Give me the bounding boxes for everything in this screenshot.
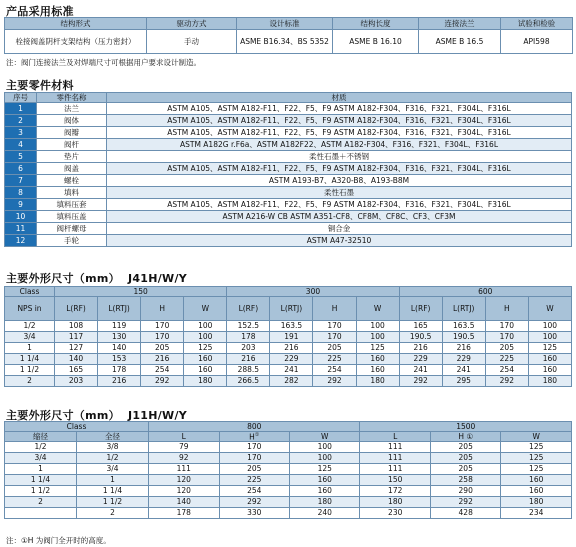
dimension-value: 160 bbox=[356, 365, 399, 376]
dimension-value: 163.5 bbox=[442, 321, 485, 332]
dimensions-note: 注：①H 为阀门全开时的高度。 bbox=[6, 536, 111, 545]
dimension-value: 292 bbox=[141, 376, 184, 387]
dimension-row bbox=[5, 343, 572, 354]
dimension-value: 170 bbox=[219, 442, 289, 453]
dimension-value: 225 bbox=[313, 354, 356, 365]
subheader: L(RTJ) bbox=[98, 297, 141, 321]
nps-size: 2 bbox=[5, 376, 55, 387]
section-title-materials: 主要零件材料 bbox=[6, 79, 74, 92]
material-row bbox=[5, 139, 572, 151]
class-600: 600 bbox=[399, 287, 571, 297]
dimension-value: 100 bbox=[184, 332, 227, 343]
subheader: W bbox=[356, 297, 399, 321]
dimension-value: 170 bbox=[141, 321, 184, 332]
bore-size: 3/4 bbox=[5, 453, 77, 464]
dimension-value: 160 bbox=[289, 486, 359, 497]
dimension-value: 178 bbox=[149, 508, 219, 519]
dimension-value: 178 bbox=[227, 332, 270, 343]
dimension-value: 428 bbox=[430, 508, 500, 519]
dimension-value: 140 bbox=[55, 354, 98, 365]
header-no: 序号 bbox=[5, 93, 37, 103]
dimension-value: 190.5 bbox=[399, 332, 442, 343]
material-part: 阀盖 bbox=[37, 163, 107, 175]
subheader: W bbox=[528, 297, 571, 321]
material-no: 3 bbox=[5, 127, 37, 139]
material-row bbox=[5, 151, 572, 163]
dimension-row bbox=[5, 475, 572, 486]
dimension-value: 292 bbox=[313, 376, 356, 387]
dimension-value: 216 bbox=[227, 354, 270, 365]
material-part: 阀体 bbox=[37, 115, 107, 127]
header-part: 零件名称 bbox=[37, 93, 107, 103]
header-reduced-bore: 缩径 bbox=[5, 432, 77, 442]
subheader: L(RF) bbox=[55, 297, 98, 321]
dimension-value: 117 bbox=[55, 332, 98, 343]
dimension-value: 180 bbox=[289, 497, 359, 508]
subheader: W bbox=[289, 432, 359, 442]
material-row bbox=[5, 163, 572, 175]
dimension-value: 205 bbox=[485, 343, 528, 354]
dimension-value: 203 bbox=[227, 343, 270, 354]
material-spec: ASTM A47-32510 bbox=[107, 235, 572, 247]
dimension-value: 205 bbox=[141, 343, 184, 354]
material-no: 8 bbox=[5, 187, 37, 199]
class-300: 300 bbox=[227, 287, 399, 297]
nps-size: 1/2 bbox=[5, 321, 55, 332]
dimension-value: 258 bbox=[430, 475, 500, 486]
nps-size: 3/4 bbox=[5, 332, 55, 343]
dimension-value: 125 bbox=[501, 464, 572, 475]
bore-size: 3/4 bbox=[77, 464, 149, 475]
material-spec: ASTM A105、ASTM A182-F11、F22、F5、F9 ASTM A182-F304、F316、F321、F304L、F316L bbox=[107, 199, 572, 211]
bore-size: 1/2 bbox=[77, 453, 149, 464]
dimension-value: 241 bbox=[442, 365, 485, 376]
material-spec: ASTM A216-W CB ASTM A351-CF8、CF8M、CF8C、CF3、CF3M bbox=[107, 211, 572, 223]
dimension-value: 170 bbox=[141, 332, 184, 343]
bore-size: 1/2 bbox=[5, 442, 77, 453]
dimension-value: 205 bbox=[430, 464, 500, 475]
header-drive: 驱动方式 bbox=[147, 18, 237, 30]
dimension-value: 229 bbox=[270, 354, 313, 365]
standards-table bbox=[4, 17, 573, 54]
material-part: 填料压套 bbox=[37, 199, 107, 211]
header-full-bore: 全径 bbox=[77, 432, 149, 442]
dimension-value: 225 bbox=[219, 475, 289, 486]
material-no: 1 bbox=[5, 103, 37, 115]
material-part: 法兰 bbox=[37, 103, 107, 115]
dimension-value: 229 bbox=[399, 354, 442, 365]
material-part: 螺栓 bbox=[37, 175, 107, 187]
dimension-value: 125 bbox=[501, 453, 572, 464]
material-row bbox=[5, 223, 572, 235]
dimension-value: 160 bbox=[289, 475, 359, 486]
dimension-value: 160 bbox=[184, 365, 227, 376]
dimension-value: 111 bbox=[360, 442, 430, 453]
dimension-value: 240 bbox=[289, 508, 359, 519]
dimension-value: 229 bbox=[442, 354, 485, 365]
material-no: 9 bbox=[5, 199, 37, 211]
material-part: 垫片 bbox=[37, 151, 107, 163]
material-spec: ASTM A105、ASTM A182-F11、F22、F5、F9 ASTM A182-F304、F316、F321、F304L、F316L bbox=[107, 127, 572, 139]
material-row bbox=[5, 115, 572, 127]
dimension-value: 180 bbox=[360, 497, 430, 508]
dimension-value: 216 bbox=[442, 343, 485, 354]
dimension-value: 125 bbox=[289, 464, 359, 475]
dimension-value: 108 bbox=[55, 321, 98, 332]
dimension-value: 125 bbox=[528, 343, 571, 354]
material-no: 7 bbox=[5, 175, 37, 187]
dimension-value: 165 bbox=[55, 365, 98, 376]
dimension-value: 125 bbox=[501, 442, 572, 453]
dimension-value: 111 bbox=[360, 464, 430, 475]
dimensions-j11-table bbox=[4, 421, 572, 519]
bore-size: 1 bbox=[77, 475, 149, 486]
material-row bbox=[5, 199, 572, 211]
class-label: Class bbox=[5, 287, 55, 297]
dimension-value: 205 bbox=[219, 464, 289, 475]
header-flange: 连接法兰 bbox=[419, 18, 501, 30]
material-row bbox=[5, 175, 572, 187]
bore-size: 3/8 bbox=[77, 442, 149, 453]
dimension-value: 100 bbox=[356, 332, 399, 343]
material-part: 阀杆 bbox=[37, 139, 107, 151]
material-no: 11 bbox=[5, 223, 37, 235]
dimension-value: 170 bbox=[219, 453, 289, 464]
subheader: H bbox=[141, 297, 184, 321]
dimensions-title: 主要外形尺寸（mm） bbox=[6, 409, 120, 422]
header-length: 结构长度 bbox=[333, 18, 419, 30]
dimensions-title: 主要外形尺寸（mm） bbox=[6, 272, 120, 285]
dimension-value: 180 bbox=[528, 376, 571, 387]
dimension-value: 170 bbox=[313, 332, 356, 343]
materials-table bbox=[4, 92, 572, 247]
header-test: 试验和检验 bbox=[501, 18, 573, 30]
material-spec: ASTM A182G r.F6a、ASTM A182F22、ASTM A182-F304、F316、F321、F304L、F316L bbox=[107, 139, 572, 151]
dimension-value: 180 bbox=[356, 376, 399, 387]
cell-structure: 栓接阀盖阴杆支架结构（压力密封） bbox=[5, 30, 147, 54]
dimension-row bbox=[5, 453, 572, 464]
section-title-dimensions-j41 bbox=[6, 270, 187, 286]
dimension-row bbox=[5, 442, 572, 453]
cell-drive: 手动 bbox=[147, 30, 237, 54]
dimension-value: 119 bbox=[98, 321, 141, 332]
bore-size: 1 1/2 bbox=[5, 486, 77, 497]
material-no: 5 bbox=[5, 151, 37, 163]
header-structure: 结构形式 bbox=[5, 18, 147, 30]
material-part: 手轮 bbox=[37, 235, 107, 247]
dimension-value: 172 bbox=[360, 486, 430, 497]
material-row bbox=[5, 103, 572, 115]
bore-size: 2 bbox=[77, 508, 149, 519]
dimension-value: 295 bbox=[442, 376, 485, 387]
model-code: J41H/W/Y bbox=[127, 272, 188, 285]
dimension-value: 152.5 bbox=[227, 321, 270, 332]
material-part: 填料压盖 bbox=[37, 211, 107, 223]
material-spec: ASTM A193-B7、A320-B8、A193-B8M bbox=[107, 175, 572, 187]
subheader: W bbox=[184, 297, 227, 321]
dimension-row bbox=[5, 332, 572, 343]
dimension-value: 254 bbox=[219, 486, 289, 497]
dimension-value: 100 bbox=[289, 453, 359, 464]
standards-note: 注：阀门连接法兰及对焊端尺寸可根据用户要求设计制造。 bbox=[6, 58, 201, 67]
subheader: W bbox=[501, 432, 572, 442]
material-spec: ASTM A105、ASTM A182-F11、F22、F5、F9 ASTM A182-F304、F316、F321、F304L、F316L bbox=[107, 163, 572, 175]
dimension-value: 190.5 bbox=[442, 332, 485, 343]
dimension-value: 92 bbox=[149, 453, 219, 464]
dimension-value: 79 bbox=[149, 442, 219, 453]
material-no: 10 bbox=[5, 211, 37, 223]
dimension-value: 234 bbox=[501, 508, 572, 519]
material-no: 2 bbox=[5, 115, 37, 127]
material-row bbox=[5, 187, 572, 199]
material-part: 阀杆螺母 bbox=[37, 223, 107, 235]
nps-label: NPS in bbox=[5, 297, 55, 321]
dimension-value: 205 bbox=[430, 453, 500, 464]
nps-size: 1 1/4 bbox=[5, 354, 55, 365]
material-part: 填料 bbox=[37, 187, 107, 199]
material-row bbox=[5, 235, 572, 247]
dimension-value: 180 bbox=[501, 497, 572, 508]
dimension-value: 160 bbox=[501, 486, 572, 497]
material-no: 6 bbox=[5, 163, 37, 175]
dimension-value: 254 bbox=[485, 365, 528, 376]
dimension-value: 282 bbox=[270, 376, 313, 387]
dimension-row bbox=[5, 365, 572, 376]
dimension-value: 127 bbox=[55, 343, 98, 354]
bore-size: 1 bbox=[5, 464, 77, 475]
dimension-value: 125 bbox=[184, 343, 227, 354]
dimension-value: 216 bbox=[270, 343, 313, 354]
dimension-row bbox=[5, 486, 572, 497]
material-spec: ASTM A105、ASTM A182-F11、F22、F5、F9 ASTM A182-F304、F316、F321、F304L、F316L bbox=[107, 115, 572, 127]
dimension-value: 165 bbox=[399, 321, 442, 332]
nps-size: 1 bbox=[5, 343, 55, 354]
dimension-value: 160 bbox=[184, 354, 227, 365]
dimension-row bbox=[5, 321, 572, 332]
material-spec: ASTM A105、ASTM A182-F11、F22、F5、F9 ASTM A182-F304、F316、F321、F304L、F316L bbox=[107, 103, 572, 115]
dimension-value: 241 bbox=[270, 365, 313, 376]
dimension-value: 290 bbox=[430, 486, 500, 497]
bore-size bbox=[5, 508, 77, 519]
dimension-value: 288.5 bbox=[227, 365, 270, 376]
dimension-value: 292 bbox=[485, 376, 528, 387]
dimension-value: 241 bbox=[399, 365, 442, 376]
h-mark: ① bbox=[254, 431, 260, 438]
material-spec: 铜合金 bbox=[107, 223, 572, 235]
dimension-value: 254 bbox=[141, 365, 184, 376]
dimension-value: 292 bbox=[399, 376, 442, 387]
cell-test: API598 bbox=[501, 30, 573, 54]
dimension-row bbox=[5, 497, 572, 508]
bore-size: 2 bbox=[5, 497, 77, 508]
dimension-value: 160 bbox=[528, 354, 571, 365]
subheader: L bbox=[149, 432, 219, 442]
dimension-row bbox=[5, 508, 572, 519]
dimension-value: 100 bbox=[289, 442, 359, 453]
cell-design-standard: ASME B16.34、BS 5352 bbox=[237, 30, 333, 54]
dimension-value: 191 bbox=[270, 332, 313, 343]
bore-size: 1 1/4 bbox=[77, 486, 149, 497]
dimension-value: 140 bbox=[98, 343, 141, 354]
header-design-standard: 设计标准 bbox=[237, 18, 333, 30]
dimension-value: 230 bbox=[360, 508, 430, 519]
dimension-value: 153 bbox=[98, 354, 141, 365]
dimension-value: 130 bbox=[98, 332, 141, 343]
dimension-value: 180 bbox=[184, 376, 227, 387]
class-800: 800 bbox=[149, 422, 360, 432]
material-no: 12 bbox=[5, 235, 37, 247]
subheader: L(RF) bbox=[227, 297, 270, 321]
subheader: L(RTJ) bbox=[270, 297, 313, 321]
dimension-value: 292 bbox=[219, 497, 289, 508]
dimension-value: 163.5 bbox=[270, 321, 313, 332]
dimension-value: 125 bbox=[356, 343, 399, 354]
dimension-value: 330 bbox=[219, 508, 289, 519]
class-150: 150 bbox=[55, 287, 227, 297]
dimension-value: 120 bbox=[149, 475, 219, 486]
section-title-standards: 产品采用标准 bbox=[6, 5, 74, 18]
subheader: L(RF) bbox=[399, 297, 442, 321]
dimension-value: 150 bbox=[360, 475, 430, 486]
dimension-row bbox=[5, 354, 572, 365]
dimension-value: 225 bbox=[485, 354, 528, 365]
dimension-value: 100 bbox=[528, 321, 571, 332]
material-row bbox=[5, 211, 572, 223]
subheader: L bbox=[360, 432, 430, 442]
material-spec: 柔性石墨 bbox=[107, 187, 572, 199]
bore-size: 1 1/4 bbox=[5, 475, 77, 486]
subheader: H ① bbox=[430, 432, 500, 442]
dimension-row bbox=[5, 464, 572, 475]
material-row bbox=[5, 127, 572, 139]
dimensions-j41-table bbox=[4, 286, 572, 387]
nps-size: 1 1/2 bbox=[5, 365, 55, 376]
subheader-h: H① bbox=[219, 432, 289, 442]
dimension-value: 160 bbox=[356, 354, 399, 365]
dimension-value: 216 bbox=[98, 376, 141, 387]
material-part: 阀瓣 bbox=[37, 127, 107, 139]
subheader: L(RTJ) bbox=[442, 297, 485, 321]
class-label: Class bbox=[5, 422, 149, 432]
model-code: J11H/W/Y bbox=[127, 409, 188, 422]
dimension-value: 205 bbox=[430, 442, 500, 453]
dimension-value: 178 bbox=[98, 365, 141, 376]
material-spec: 柔性石墨＋不锈钢 bbox=[107, 151, 572, 163]
dimension-value: 216 bbox=[141, 354, 184, 365]
dimension-value: 140 bbox=[149, 497, 219, 508]
dimension-value: 160 bbox=[501, 475, 572, 486]
dimension-value: 170 bbox=[485, 332, 528, 343]
cell-length: ASME B 16.10 bbox=[333, 30, 419, 54]
dimension-value: 170 bbox=[313, 321, 356, 332]
dimension-value: 170 bbox=[485, 321, 528, 332]
material-no: 4 bbox=[5, 139, 37, 151]
bore-size: 1 1/2 bbox=[77, 497, 149, 508]
dimension-row bbox=[5, 376, 572, 387]
dimension-value: 120 bbox=[149, 486, 219, 497]
dimension-value: 100 bbox=[528, 332, 571, 343]
dimension-value: 203 bbox=[55, 376, 98, 387]
dimension-value: 216 bbox=[399, 343, 442, 354]
dimension-value: 100 bbox=[184, 321, 227, 332]
subheader: H bbox=[485, 297, 528, 321]
cell-flange: ASME B 16.5 bbox=[419, 30, 501, 54]
dimension-value: 160 bbox=[528, 365, 571, 376]
dimension-value: 100 bbox=[356, 321, 399, 332]
subheader: H bbox=[313, 297, 356, 321]
dimension-value: 292 bbox=[430, 497, 500, 508]
dimension-value: 266.5 bbox=[227, 376, 270, 387]
class-1500: 1500 bbox=[360, 422, 572, 432]
dimension-value: 254 bbox=[313, 365, 356, 376]
dimension-value: 205 bbox=[313, 343, 356, 354]
dimension-value: 111 bbox=[360, 453, 430, 464]
header-material: 材质 bbox=[107, 93, 572, 103]
dimension-value: 111 bbox=[149, 464, 219, 475]
